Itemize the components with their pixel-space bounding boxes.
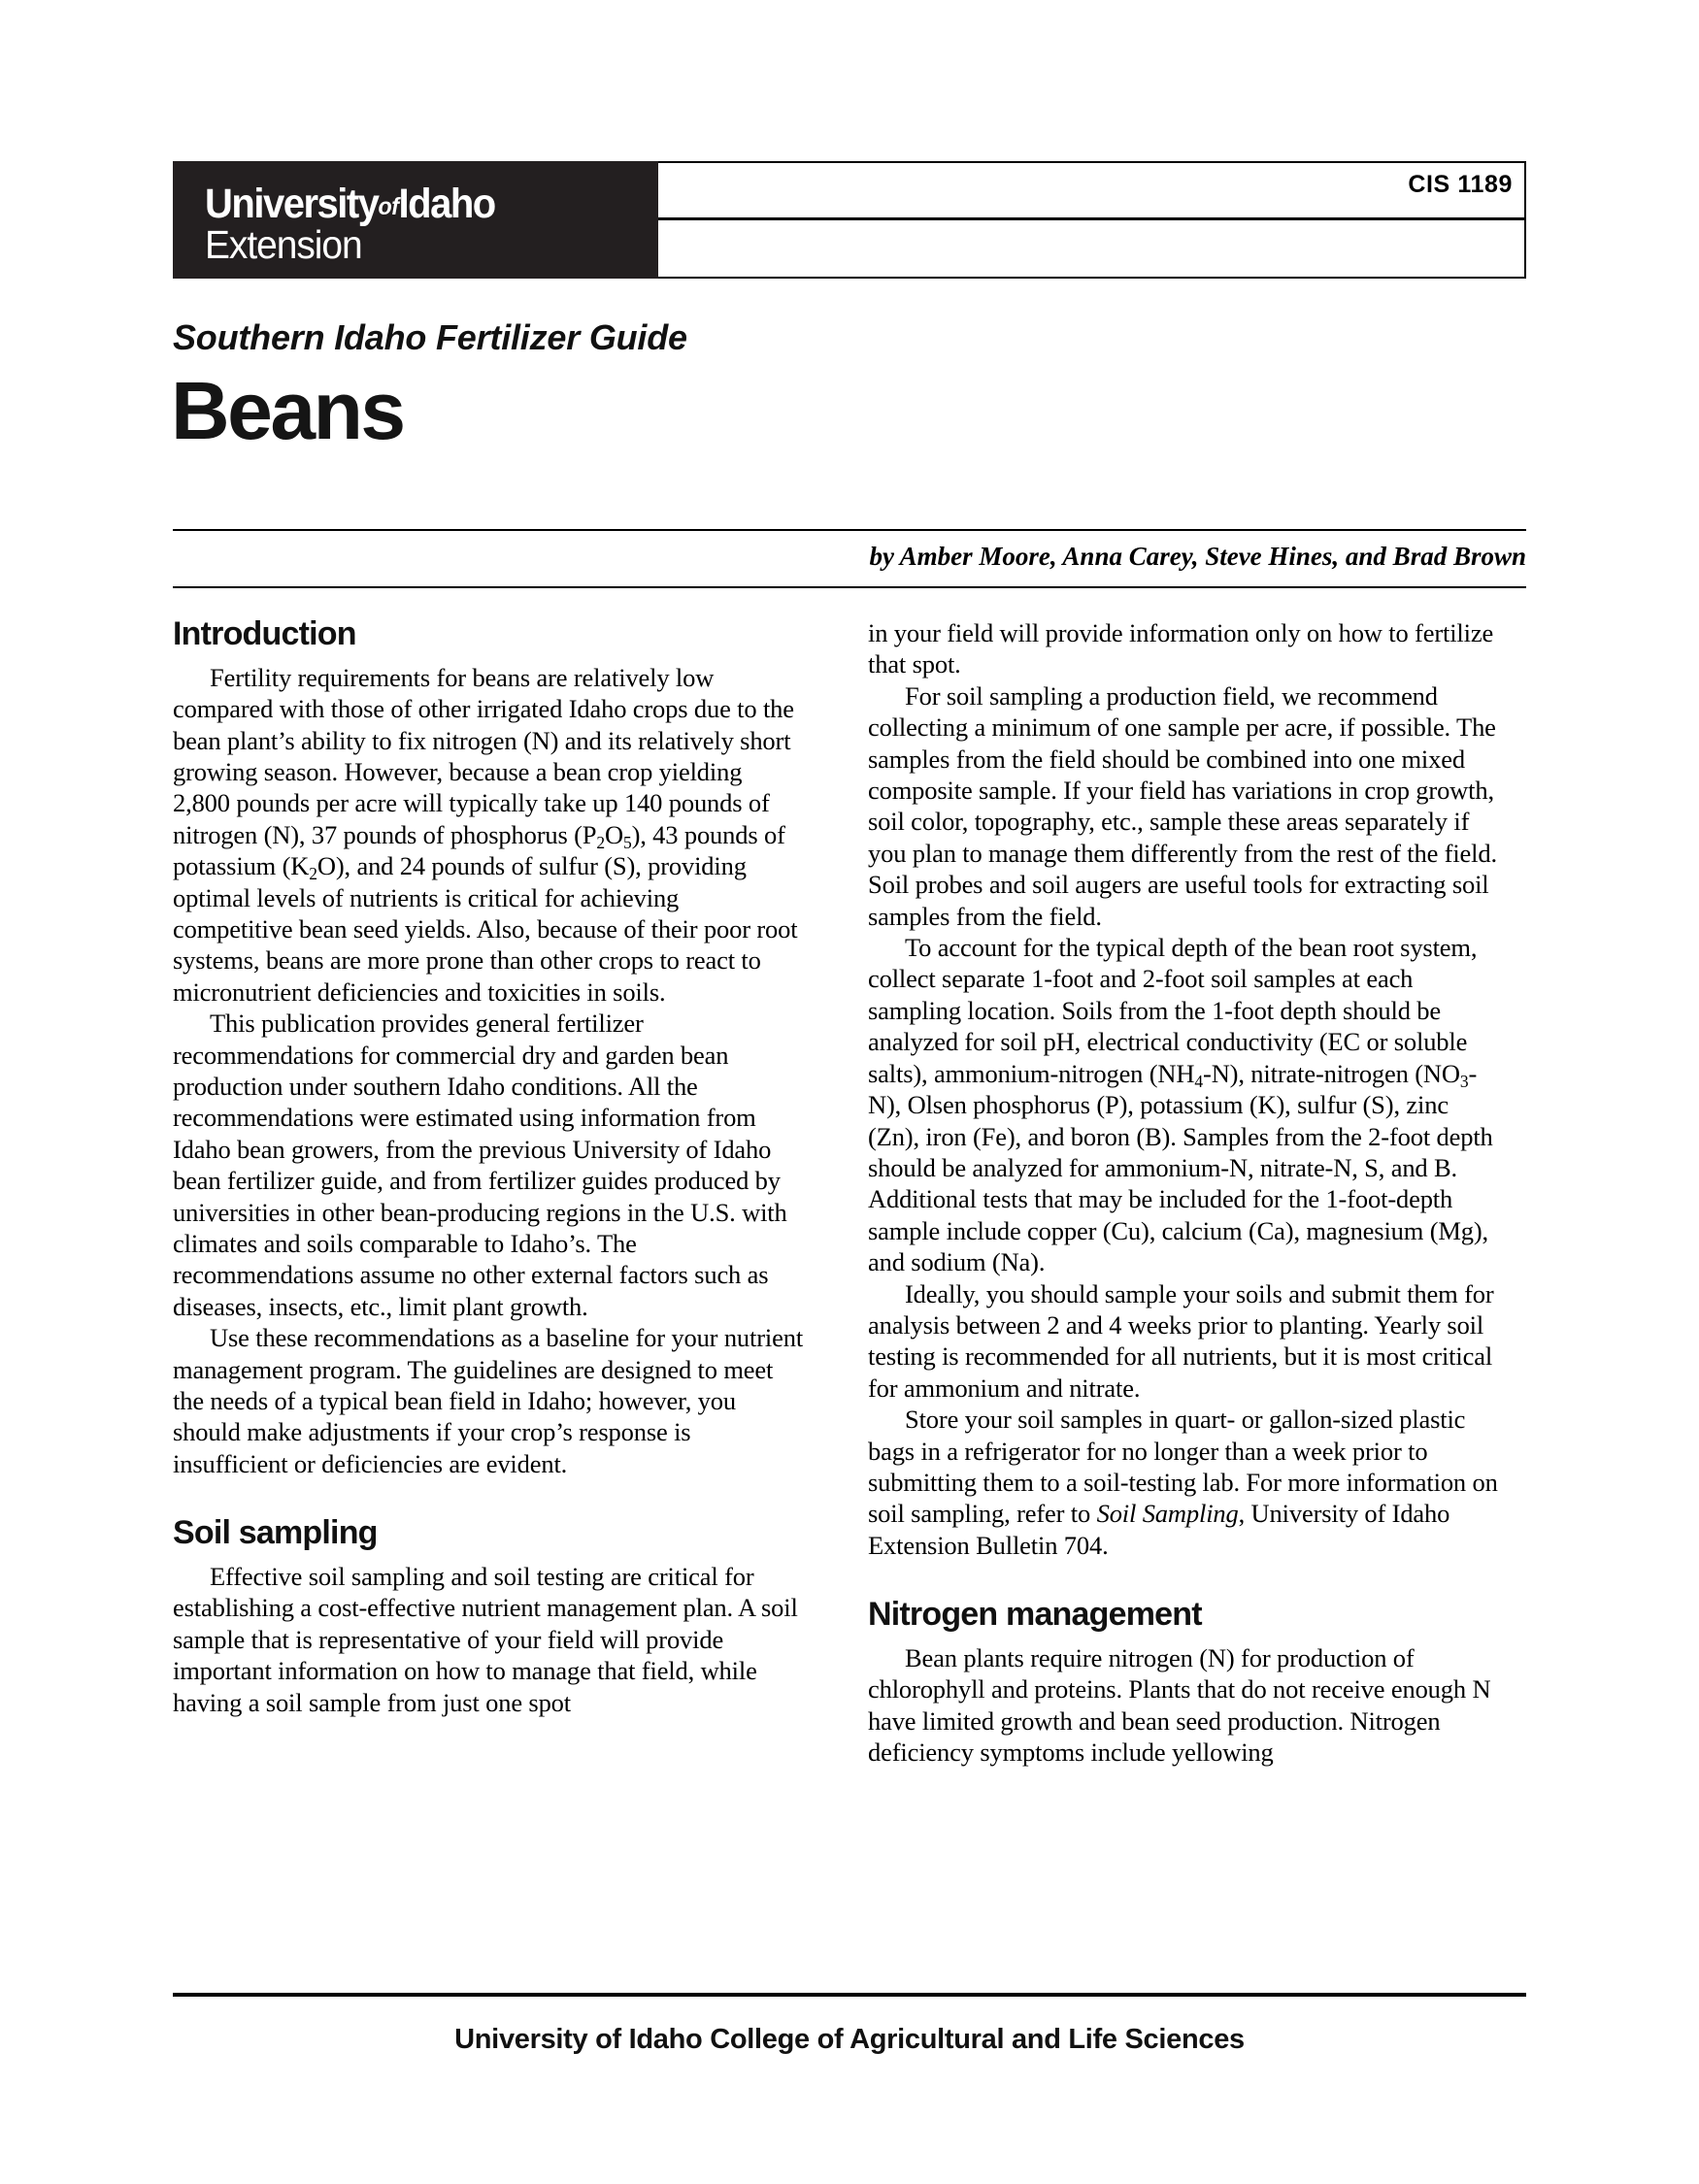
left-column (173, 617, 804, 1718)
paragraph-soil-1-continued: in your field will provide information only on how to fertilize that spot. (868, 618, 1494, 679)
series-title: Southern Idaho Fertilizer Guide (173, 317, 687, 357)
soil-text-b: -N), nitrate-nitrogen (NO (1203, 1058, 1460, 1088)
intro-text-c: ), 43 pounds of potassium (K (173, 819, 785, 881)
heading-nitrogen-management: Nitrogen management (868, 1596, 1202, 1634)
paragraph-soil-3 (868, 932, 1499, 1277)
byline: by Amber Moore, Anna Carey, Steve Hines, and Brad Brown (869, 542, 1526, 571)
page-title: Beans (171, 365, 404, 456)
subscript-k2o-2: 2 (309, 864, 317, 884)
paragraph-soil-5 (868, 1404, 1499, 1561)
paragraph-intro-3: Use these recommendations as a baseline for your nutrient management program. The guidelines are designed to meet the needs of a typical bean field in Idaho; however, you should make adjustments if your crop’s response is insufficient or deficiencies are evident. (173, 1323, 804, 1478)
paragraph-intro-2: This publication provides general fertilizer recommendations for commercial dry and garden bean production under southern Idaho conditions. All the recommendations were estimated using information from Idaho bean growers, from the previous University of Idaho bean fertilizer guide, and from fertilizer guides produced by universities in other bean-producing regions in the U.S. with climates and soils comparable to Idaho’s. The recommendations assume no other external factors such as diseases, insects, etc., limit plant growth. (173, 1009, 787, 1321)
subscript-p2o5-5: 5 (622, 832, 632, 852)
right-column (868, 617, 1499, 1769)
divider-below-byline (173, 586, 1526, 588)
subscript-p2o5-2: 2 (596, 832, 605, 852)
logo-line-university-of-idaho (205, 181, 495, 228)
paragraph-nitrogen-1: Bean plants require nitrogen (N) for production of chlorophyll and proteins. Plants that do not receive enough N have limited growth and bean seed production. Nitrogen deficiency symptoms include yellowing (868, 1642, 1491, 1768)
heading-soil-sampling: Soil sampling (173, 1514, 378, 1552)
soil-ref-text-b: , University of Idaho Extension Bulletin 704. (868, 1499, 1450, 1560)
logo-word-of: of (378, 193, 399, 220)
footer-organization: University of Idaho College of Agricultural and Life Sciences (454, 2024, 1245, 2055)
referenced-publication-title: Soil Sampling (1096, 1499, 1239, 1529)
footer-divider (173, 1993, 1526, 1997)
soil-text-a: To account for the typical depth of the bean root system, collect separate 1-foot and 2-foot soil samples at each sampling location. Soils from the 1-foot depth should be analyzed for soil pH, electrical conductivity (EC or soluble salts), ammonium-nitrogen (NH (868, 933, 1478, 1088)
logo-word-university: University (205, 181, 379, 227)
publication-number: CIS 1189 (1408, 171, 1513, 198)
soil-ref-text-a: Store your soil samples in quart- or gallon-sized plastic bags in a refrigerator for no longer than a week prior to submitting them to a soil-testing lab. For more information on soil sampling, refer to (868, 1405, 1498, 1529)
intro-text-d: O), and 24 pounds of sulfur (S), providing optimal levels of nutrients is critical for achieving competitive bean seed yields. Also, because of their poor root systems, beans are more prone than other crops to react to micronutrient deficiencies and toxicities in soils. (173, 851, 798, 1007)
paragraph-intro-1 (173, 662, 804, 1008)
soil-text-c: -N), Olsen phosphorus (P), potassium (K), sulfur (S), zinc (Zn), iron (Fe), and boron (B). Samples from the 2-foot depth should be analyzed for ammonium-N, nitrate-N, S, and B. Additional tests that may be included for the 1-foot-depth sample include copper (Cu), calcium (Ca), magnesium (Mg), and sodium (Na). (868, 1058, 1493, 1277)
masthead-box-divider (658, 217, 1526, 220)
university-logo (173, 161, 658, 279)
logo-line-extension: Extension (205, 222, 362, 267)
masthead (173, 161, 1526, 280)
subscript-nh4: 4 (1194, 1071, 1204, 1091)
divider-above-byline (173, 529, 1526, 531)
logo-word-idaho: Idaho (398, 181, 495, 227)
heading-introduction: Introduction (173, 615, 356, 652)
subscript-no3: 3 (1459, 1071, 1469, 1091)
intro-text-a: Fertility requirements for beans are relatively low compared with those of other irrigated Idaho crops due to the bean plant’s ability to fix nitrogen (N) and its relatively short growing season. However, because a bean crop yielding 2,800 pounds per acre will typically take up 140 pounds of nitrogen (N), 37 pounds of phosphorus (P (173, 662, 794, 849)
paragraph-soil-4: Ideally, you should sample your soils and submit them for analysis between 2 and 4 weeks prior to planting. Yearly soil testing is recommended for all nutrients, but it is most critical for ammonium and nitrate. (868, 1278, 1494, 1403)
paragraph-soil-2: For soil sampling a production field, we recommend collecting a minimum of one sample per acre, if possible. The samples from the field should be combined into one mixed composite sample. If your field has variations in crop growth, soil color, topography, etc., sample these areas separately if you plan to manage them differently from the rest of the field. Soil probes and soil augers are useful tools for extracting soil samples from the field. (868, 680, 1497, 931)
paragraph-soil-1: Effective soil sampling and soil testing are critical for establishing a cost-effective nutrient management plan. A soil sample that is representative of your field will provide important information on how to manage that field, while having a soil sample from just one spot (173, 1561, 798, 1717)
intro-text-b: O (604, 819, 623, 849)
